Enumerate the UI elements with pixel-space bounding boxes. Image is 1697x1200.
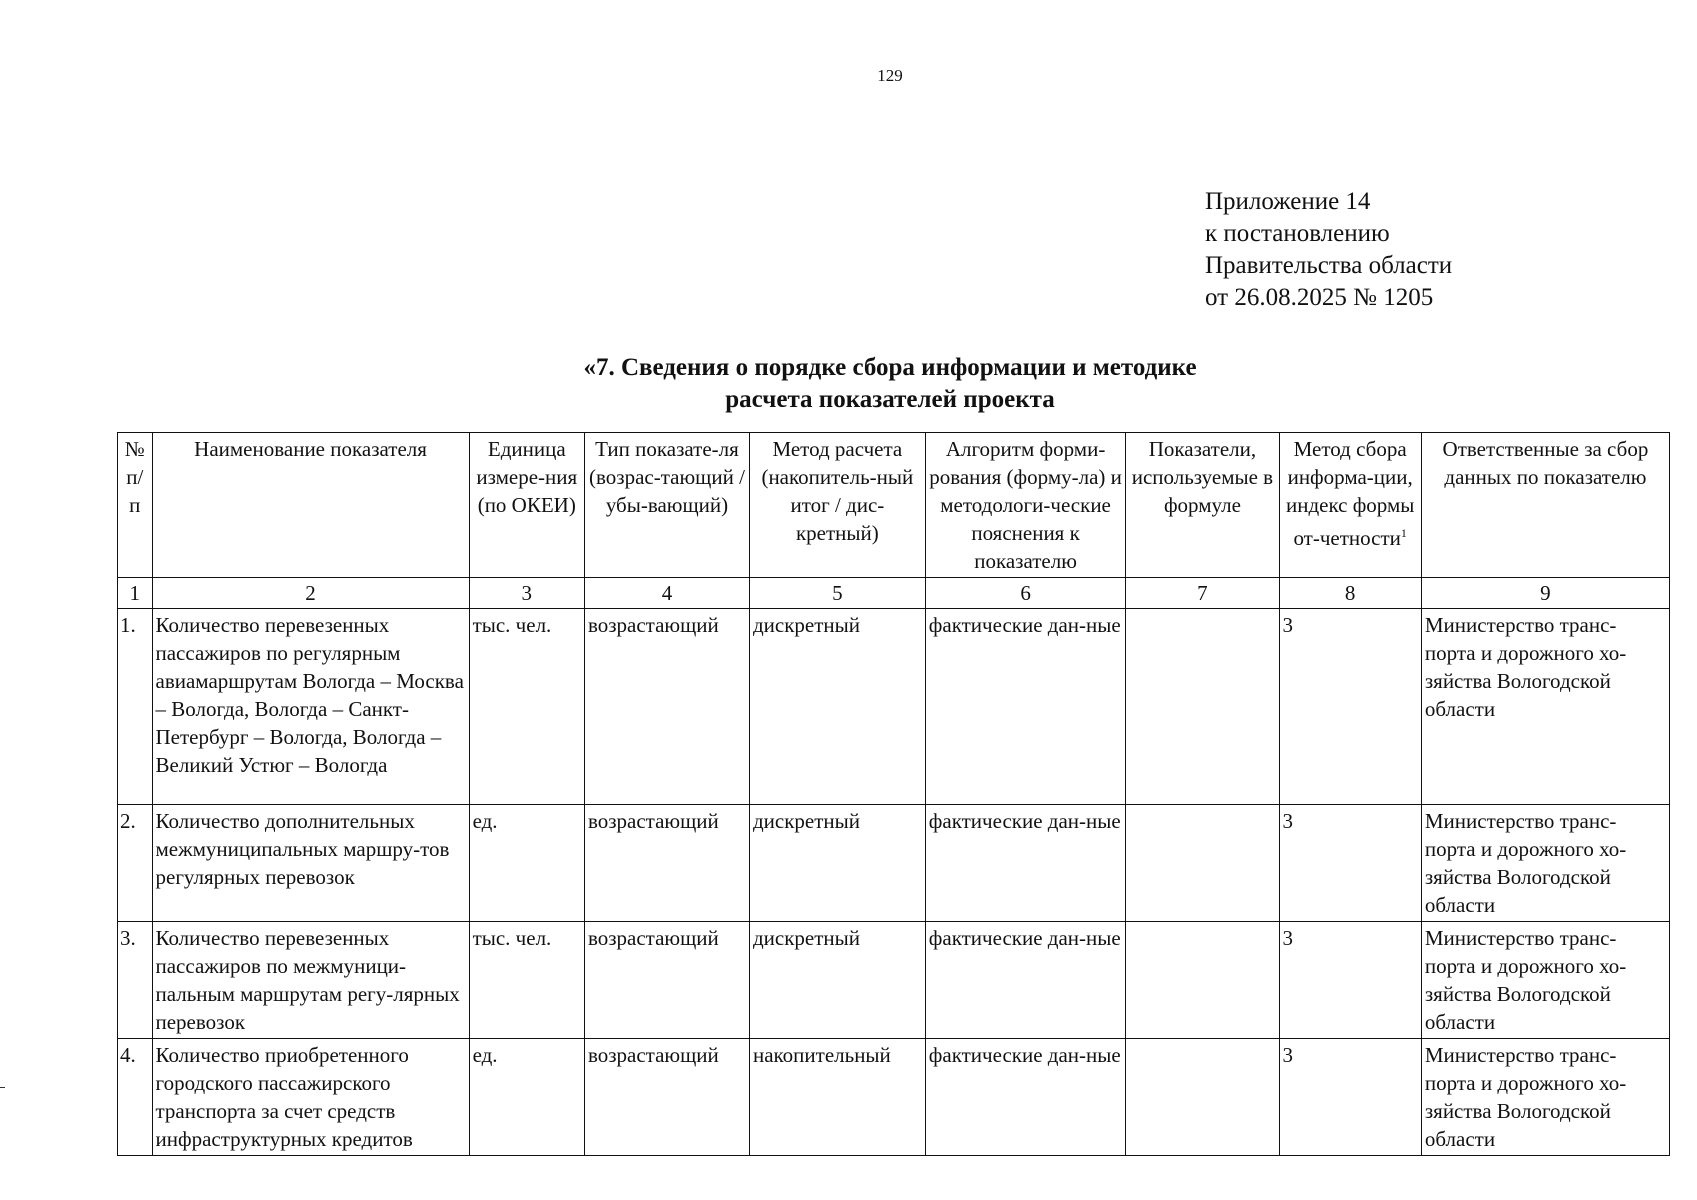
- algorithm-cell: фактические дан-ные: [925, 1039, 1126, 1156]
- column-number-row: [118, 578, 1670, 609]
- indicators-cell: [1126, 922, 1279, 1039]
- column-number: 2: [152, 578, 469, 609]
- section-title-line: расчета показателей проекта: [725, 386, 1055, 413]
- column-header-text: Метод сбора информа-ции, индекс формы от-четности: [1285, 437, 1415, 550]
- column-header: Тип показате-ля (возрас-тающий / убы-вающий): [584, 433, 749, 578]
- row-number: 1.: [118, 609, 153, 805]
- indicator-name: Количество приобретенного городского пассажирского транспорта за счет средств инфраструктурных кредитов: [152, 1039, 469, 1156]
- indicators-table: [117, 432, 1670, 1156]
- column-header: Единица измере-ния (по ОКЕИ): [469, 433, 584, 578]
- table-header-row: [118, 433, 1670, 578]
- table-row: [118, 922, 1670, 1039]
- appendix-line: к постановлению: [1205, 220, 1390, 247]
- algorithm-cell: фактические дан-ные: [925, 609, 1126, 805]
- type-cell: возрастающий: [584, 1039, 749, 1156]
- table-row: [118, 609, 1670, 805]
- column-number: 5: [749, 578, 925, 609]
- unit-cell: тыс. чел.: [469, 922, 584, 1039]
- section-title: [420, 352, 1360, 416]
- algorithm-cell: фактические дан-ные: [925, 922, 1126, 1039]
- method-cell: дискретный: [749, 922, 925, 1039]
- indicator-name: Количество перевезенных пассажиров по регулярным авиамаршрутам Вологда – Москва – Вологда, Вологда – Санкт-Петербург – Вологда, Вологда – Великий Устюг – Вологда: [152, 609, 469, 805]
- row-number: 3.: [118, 922, 153, 1039]
- type-cell: возрастающий: [584, 805, 749, 922]
- appendix-block: [1205, 186, 1452, 314]
- type-cell: возрастающий: [584, 609, 749, 805]
- collection-cell: 3: [1279, 1039, 1421, 1156]
- column-header: Ответственные за сбор данных по показателю: [1421, 433, 1669, 578]
- footnote-marker: 1: [1400, 526, 1407, 540]
- table-row: [118, 805, 1670, 922]
- column-header: [1279, 433, 1421, 578]
- unit-cell: тыс. чел.: [469, 609, 584, 805]
- responsible-cell: Министерство транс-порта и дорожного хо-зяйства Вологодской области: [1421, 1039, 1669, 1156]
- collection-cell: 3: [1279, 805, 1421, 922]
- column-number: 4: [584, 578, 749, 609]
- table-row: [118, 1039, 1670, 1156]
- section-title-line: «7. Сведения о порядке сбора информации и методике: [583, 354, 1197, 381]
- appendix-line: от 26.08.2025 № 1205: [1205, 284, 1434, 311]
- column-header: Алгоритм форми-рования (форму-ла) и методологи-ческие пояснения к показателю: [925, 433, 1126, 578]
- row-number: 2.: [118, 805, 153, 922]
- column-number: 1: [118, 578, 153, 609]
- responsible-cell: Министерство транс-порта и дорожного хо-зяйства Вологодской области: [1421, 609, 1669, 805]
- appendix-line: Правительства области: [1205, 252, 1453, 279]
- column-header: Наименование показателя: [152, 433, 469, 578]
- row-number: 4.: [118, 1039, 153, 1156]
- column-header: Метод расчета (накопитель-ный итог / дис-кретный): [749, 433, 925, 578]
- method-cell: накопительный: [749, 1039, 925, 1156]
- unit-cell: ед.: [469, 805, 584, 922]
- responsible-cell: Министерство транс-порта и дорожного хо-зяйства Вологодской области: [1421, 922, 1669, 1039]
- method-cell: дискретный: [749, 805, 925, 922]
- column-header: Показатели, используемые в формуле: [1126, 433, 1279, 578]
- column-header: № п/п: [118, 433, 153, 578]
- type-cell: возрастающий: [584, 922, 749, 1039]
- responsible-cell: Министерство транс-порта и дорожного хо-зяйства Вологодской области: [1421, 805, 1669, 922]
- method-cell: дискретный: [749, 609, 925, 805]
- collection-cell: 3: [1279, 922, 1421, 1039]
- column-number: 3: [469, 578, 584, 609]
- indicators-cell: [1126, 609, 1279, 805]
- column-number: 7: [1126, 578, 1279, 609]
- indicator-name: Количество дополнительных межмуниципальных маршру-тов регулярных перевозок: [152, 805, 469, 922]
- column-number: 8: [1279, 578, 1421, 609]
- scan-edge-mark: [0, 1087, 5, 1088]
- collection-cell: 3: [1279, 609, 1421, 805]
- indicators-cell: [1126, 805, 1279, 922]
- page-number: 129: [877, 66, 903, 85]
- indicator-name: Количество перевезенных пассажиров по межмуници-пальным маршрутам регу-лярных перевозок: [152, 922, 469, 1039]
- algorithm-cell: фактические дан-ные: [925, 805, 1126, 922]
- indicators-cell: [1126, 1039, 1279, 1156]
- unit-cell: ед.: [469, 1039, 584, 1156]
- appendix-line: Приложение 14: [1205, 188, 1371, 215]
- column-number: 9: [1421, 578, 1669, 609]
- column-number: 6: [925, 578, 1126, 609]
